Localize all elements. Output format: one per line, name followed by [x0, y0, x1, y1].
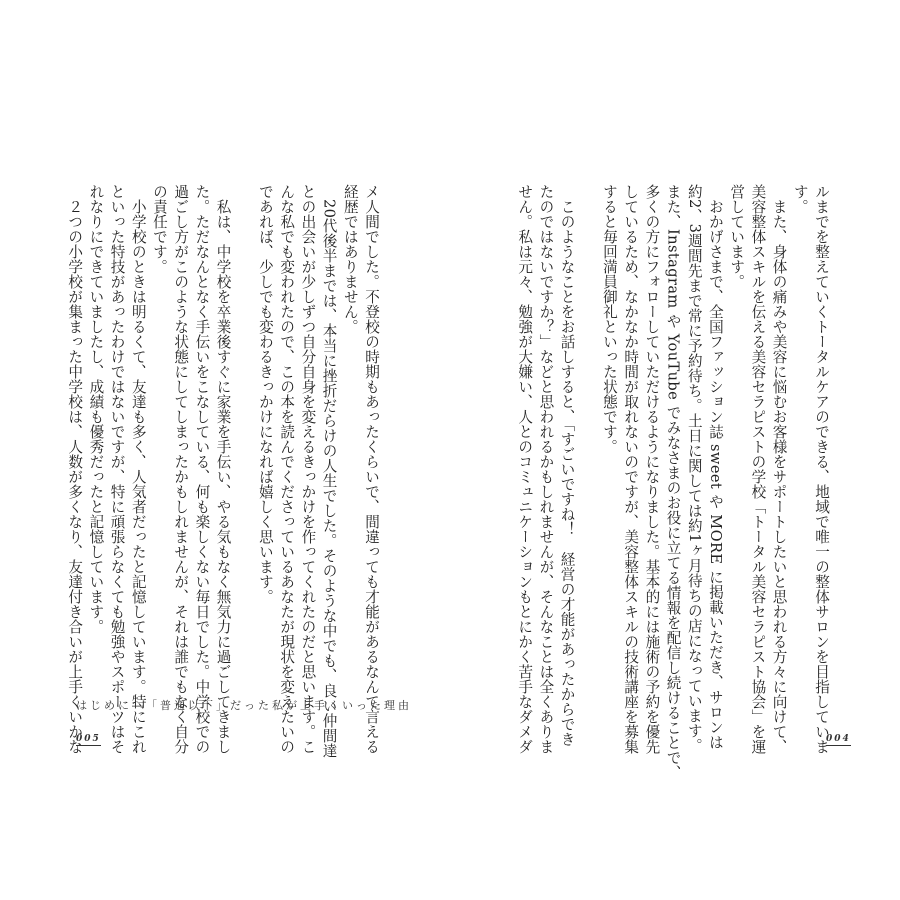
text-column: 過ごし方がこのような状態にしてしまったかもしれませんが、それは誰でもなく自分: [172, 184, 190, 754]
running-head: はじめに―「普通以下」だった私が上手くいった理由: [76, 699, 412, 712]
page-number-right: 004: [826, 734, 851, 744]
text-column: また、Instagram や YouTube でみなさまのお役に立てる情報を配信し続けることで、: [664, 184, 682, 781]
text-column: んな私でも変われたので、この本を読んでくださっているあなたが現状を変えたいの: [278, 184, 296, 754]
text-column: 小学校のときは明るくて、友達も多く、人気者だったと記憶しています。特にこれ: [129, 184, 147, 754]
right-page-body-text: [512, 184, 832, 781]
text-column: おかげさまで、全国ファッション誌 sweet や MORE に掲載いただき、サロンは: [706, 184, 724, 750]
text-column: 20代後半までは、本当に挫折だらけの人生でした。そのような中でも、良い仲間達: [320, 184, 338, 759]
text-column: れなりにできていましたし、成績も優秀だったと記憶しています。: [87, 184, 105, 634]
text-column: このようなことをお話しすると、「すごいですね！ 経営の才能があったからでき: [558, 184, 576, 747]
text-column: メ人間でした。不登校の時期もあったくらいで、間違っても才能があるなんて言える: [363, 184, 380, 754]
text-column: [234, 184, 255, 672]
text-column: ２つの小学校が集まった中学校は、人数が多くなり、友達付き合いが上手くいかな: [66, 184, 84, 754]
text-column: すると毎回満員御礼といった状態です。: [600, 184, 618, 454]
text-column: との出会いが少しずつ自分自身を変えるきっかけを作ってくれたのだと思います。こ: [299, 184, 317, 754]
text-column: たのではないですか？」などと思われるかもしれませんが、そんなことは全くありま: [537, 184, 555, 754]
text-column: す。: [791, 184, 809, 214]
text-column: 美容整体スキルを伝える美容セラピストの学校「トータル美容セラピスト協会」を運: [749, 184, 767, 754]
text-column: 約2、3週間先まで常に予約待ち。土日に関しては約1ヶ月待ちの店になっています。: [685, 184, 703, 754]
text-column: であれば、少しでも変わるきっかけになれば嬉しく思います。: [256, 184, 274, 604]
text-column: の責任です。: [150, 184, 168, 274]
text-column: 経歴ではありません。: [341, 184, 359, 334]
page-number-left: 005: [76, 734, 101, 744]
text-column: 私は、中学校を卒業後すぐに家業を手伝い、やる気もなく無気力に過ごしてきまし: [214, 184, 232, 754]
text-column: 営しています。: [728, 184, 746, 289]
text-column: ルまでを整えていくトータルケアのできる、地域で唯一の整体サロンを目指していま: [813, 184, 830, 754]
text-column: といった特技があったわけではないですが、特に頑張らなくても勉強やスポーツはそ: [108, 184, 126, 754]
text-column: た。ただなんとなく手伝いをこなしている、何も楽しくない毎日でした。中学校での: [193, 184, 211, 754]
text-column: しているため、なかなか時間が取れないのですが、美容整体スキルの技術講座を募集: [622, 184, 640, 754]
text-column: 多くの方にフォローしていただけるようになりました。基本的には施術の予約を優先: [643, 184, 661, 754]
text-column: せん。私は元々、勉強が大嫌い、人とのコミュニケーションもとにかく苦手なダメダ: [516, 184, 534, 754]
text-column: また、身体の痛みや美容に悩むお客様をサポートしたいと思われる方々に向けて、: [770, 184, 788, 754]
text-column: [578, 184, 599, 672]
